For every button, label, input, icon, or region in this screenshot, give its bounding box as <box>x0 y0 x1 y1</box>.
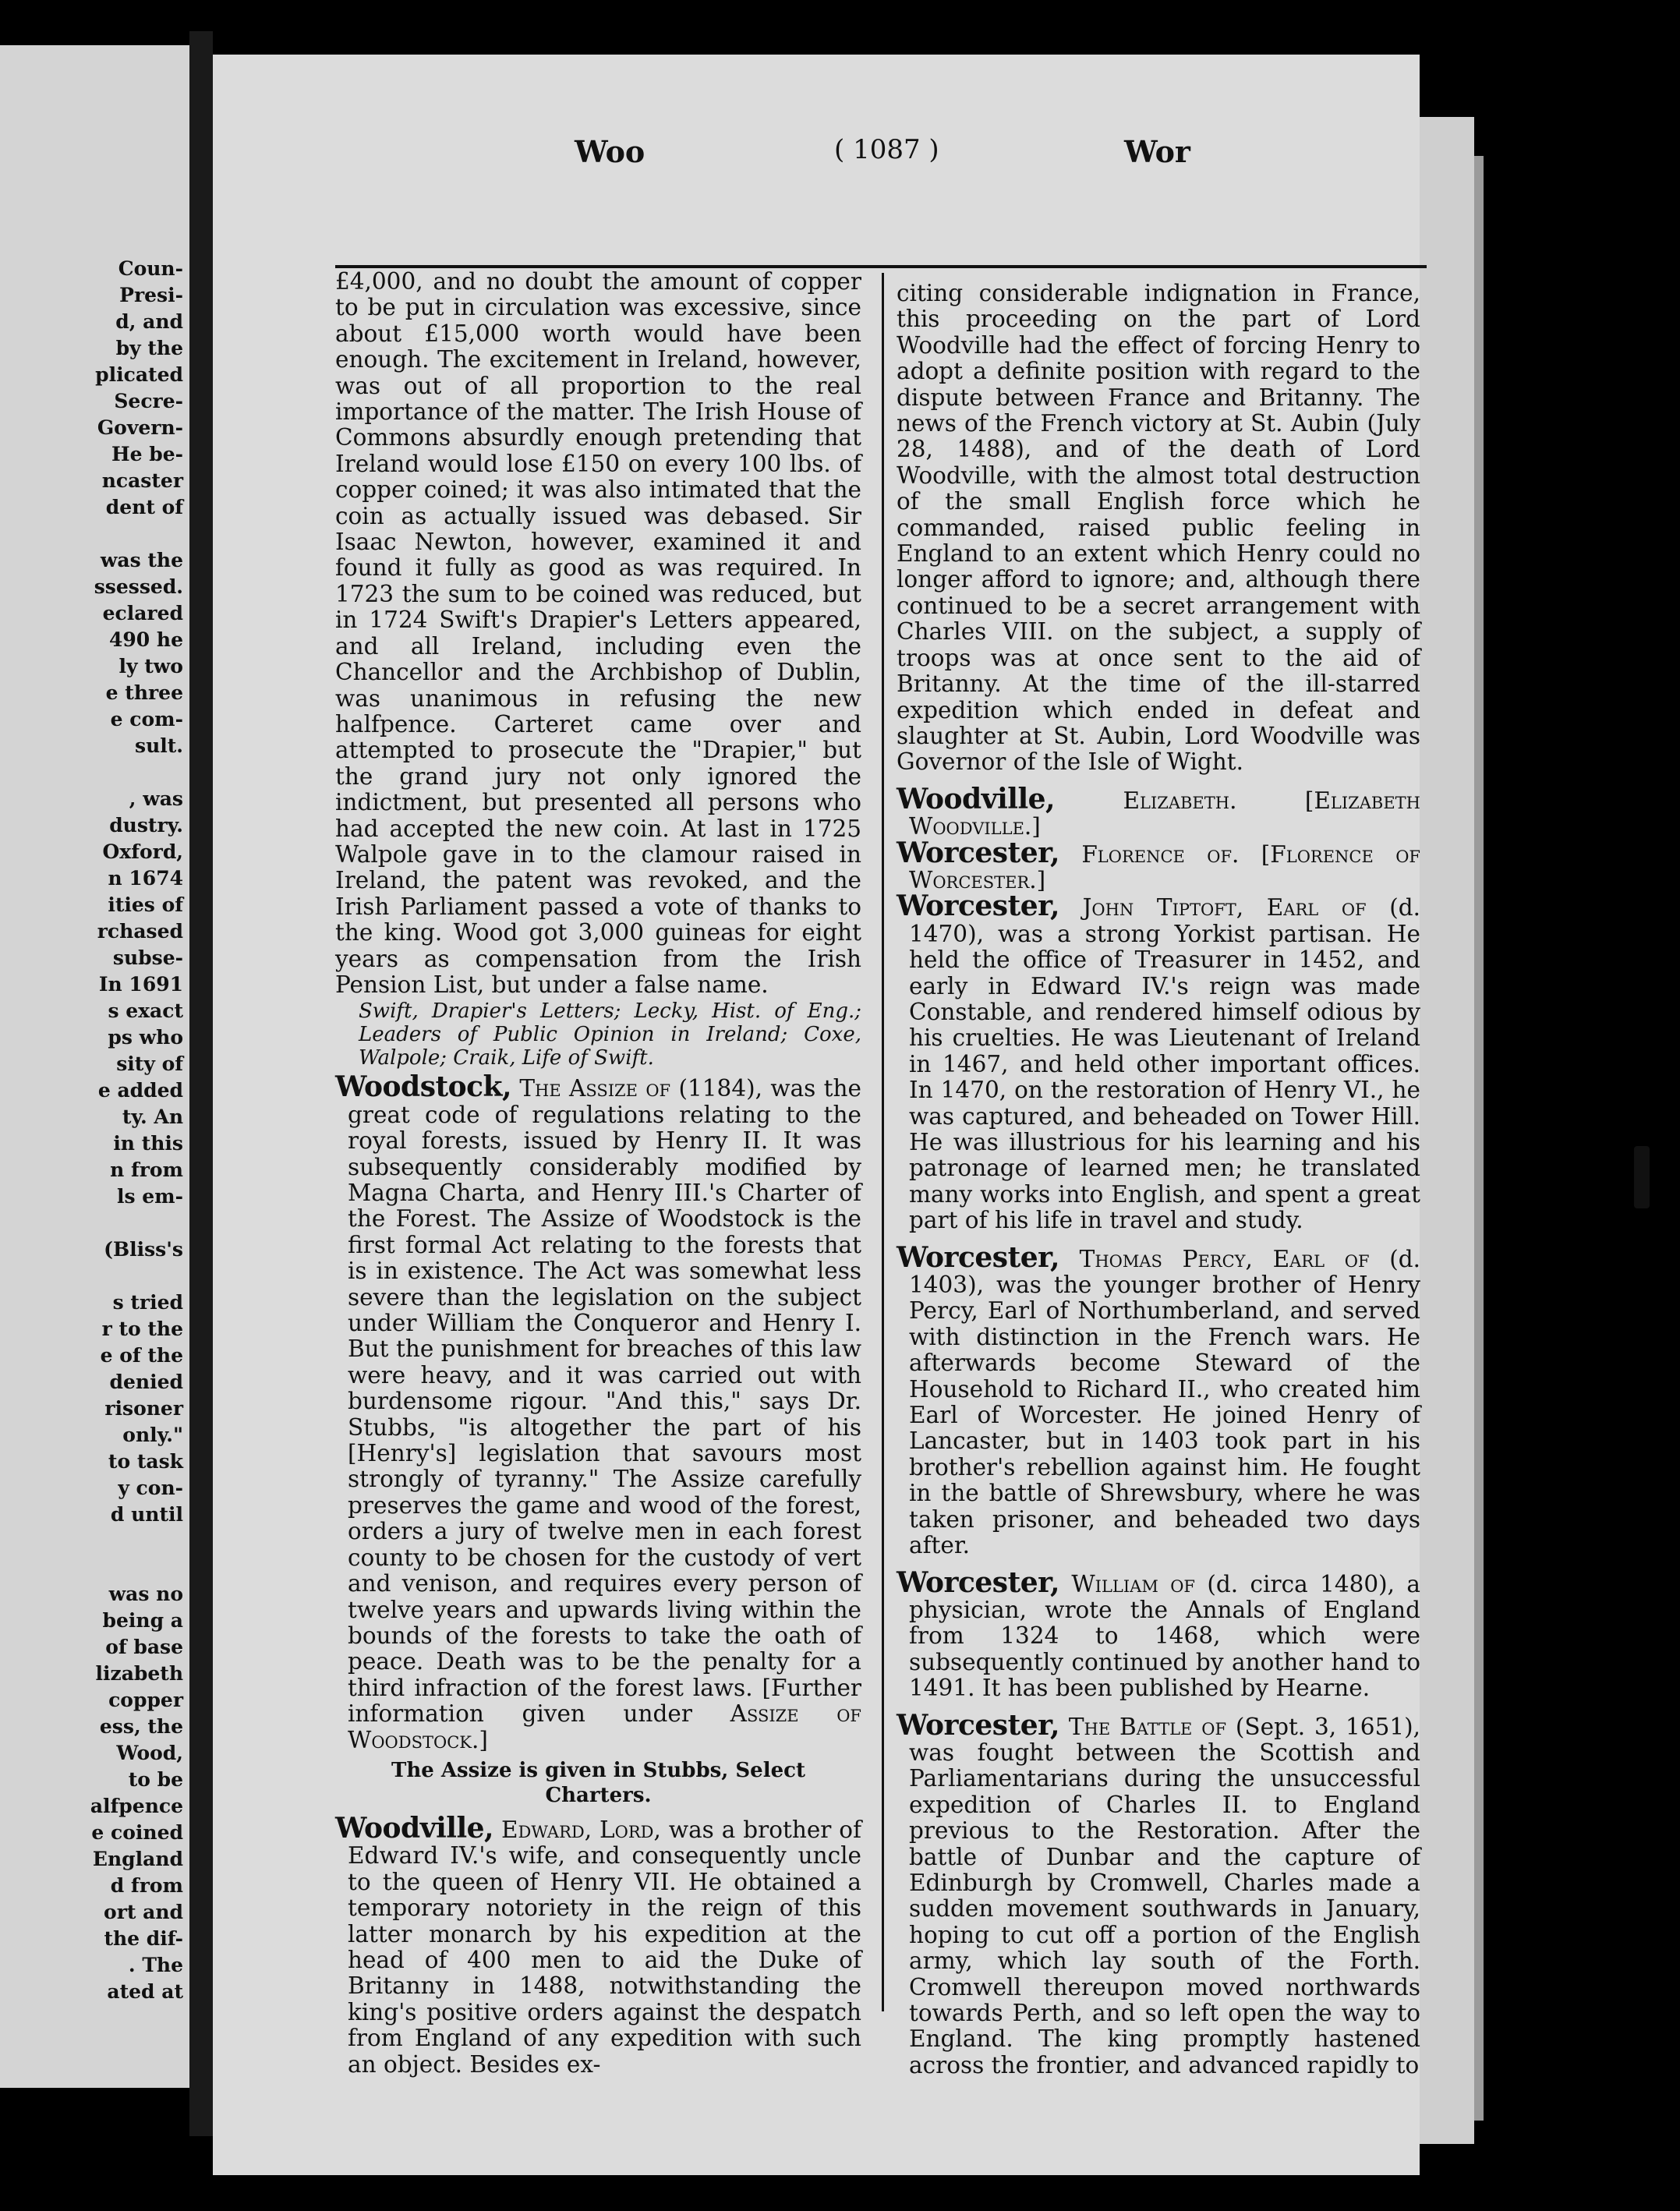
entry-text: (d. 1470), was a strong Yorkist partisan. He held the office of Treasurer in 1452, and early in Edward IV.'s reign was made Constable, and rendered himself odious by his cruelties. He was Lieutenant of Ireland in 1467, and held other important offices. In 1470, on the restoration of Henry VI., he was captured, and beheaded on Tower Hill. He was illustrious for his learning and his patronage of learned men; he translated many works into English, and spent a great part of his life in travel and study. <box>909 894 1420 1234</box>
left-page-line: ess, the <box>99 1715 183 1738</box>
subject: Thomas Percy, Earl of <box>1079 1245 1370 1272</box>
left-page-line: ort and <box>104 1901 183 1923</box>
left-page-line: d, and <box>115 310 183 333</box>
wood-entry-continued: £4,000, and no doubt the amount of copper to be put in circulation was excessive, since about £15,000 worth would have been enough. The excitement in Ireland, however, was out of all proportion to the real importance of the matter. The Irish House of Commons absurdly enough pretending that Ireland would lose £150 on every 100 lbs. of copper coined; it was also intimated that the coin as actually issued was debased. Sir Isaac Newton, however, examined it and found it fully as good as was required. In 1723 the sum to be coined was reduced, but in 1724 Swift's Drapier's Letters appeared, and all Ireland, including even the Chancellor and the Archbishop of Dublin, was unanimous in refusing the new halfpence. Carteret came over and attempted to prosecute the "Drapier," but the grand jury not only ignored the indictment, but presented all persons who had accepted the new coin. At last in 1725 Walpole gave in to the clamour raised in Ireland, the patent was revoked, and the Irish Parliament passed a vote of thanks to the king. Wood got 3,000 guineas for eight years as compensation from the Irish Pension List, but under a false name. <box>335 268 861 998</box>
left-page-line: eclared <box>102 602 183 624</box>
entry-worcester-percy <box>897 1240 1420 1559</box>
left-page-line: only." <box>122 1424 183 1446</box>
left-page-line: the dif- <box>104 1927 183 1950</box>
wood-references: Swift, Drapier's Letters; Lecky, Hist. of Eng.; Leaders of Public Opinion in Ireland; Coxe, Walpole; Craik, Life of Swift. <box>359 999 861 1070</box>
left-page-line: Oxford, <box>102 840 183 863</box>
left-page-line: y con- <box>118 1477 183 1499</box>
headword: Woodville, <box>335 1811 494 1845</box>
left-page-line: risoner <box>104 1397 183 1420</box>
subject: The Battle of <box>1068 1713 1227 1740</box>
headword: Woodstock, <box>335 1070 511 1104</box>
left-page-line: to be <box>128 1768 183 1791</box>
left-page-line: to task <box>108 1450 183 1473</box>
left-page-line: e coined <box>91 1821 183 1844</box>
headword: Worcester, <box>897 1708 1059 1742</box>
left-page-line: s exact <box>108 999 183 1022</box>
subject: William of <box>1071 1570 1195 1597</box>
left-page-line: ls em- <box>116 1185 183 1208</box>
running-head-right: Wor <box>1124 134 1190 169</box>
left-page-line: (Bliss's <box>104 1238 183 1261</box>
left-page-line: denied <box>109 1371 183 1393</box>
entry-woodville-edward <box>335 1811 861 2078</box>
headword: Worcester, <box>897 890 1059 923</box>
entry-text: was a brother of Edward IV.'s wife, and consequently uncle to the queen of Henry VII. He obtained a temporary notoriety in the reign of this latter monarch by his expedition at the head of 400 men to aid the Duke of Britanny in 1488, notwithstanding the king's positive orders against the despatch from England of any expedition with such an object. Besides ex- <box>348 1816 861 2078</box>
adjacent-left-page <box>0 45 189 2088</box>
left-page-line: ssessed. <box>94 575 183 598</box>
left-page-line: ities of <box>108 893 183 916</box>
left-page-line: Secre- <box>114 390 183 412</box>
left-page-line: n 1674 <box>108 867 183 890</box>
left-page-line: s tried <box>112 1291 183 1314</box>
left-page-line: n from <box>110 1159 183 1181</box>
left-page-line: Wood, <box>116 1742 183 1764</box>
page-number: ( 1087 ) <box>834 134 939 165</box>
left-page-line: dustry. <box>109 814 183 837</box>
left-page-line: was the <box>100 549 183 571</box>
cross-reference: Assize of Woodstock.] <box>348 1700 861 1753</box>
entry-worcester-florence <box>897 836 1420 894</box>
left-page-line: England <box>92 1848 183 1870</box>
entry-worcester-tiptoft <box>897 890 1420 1234</box>
left-page-line: being a <box>102 1609 183 1632</box>
left-page-line: ncaster <box>101 469 183 492</box>
left-page-line: e of the <box>100 1344 183 1367</box>
left-page-line: subse- <box>112 946 183 969</box>
left-page-line: Presi- <box>119 284 183 306</box>
left-page-line: Coun- <box>118 257 183 280</box>
left-page-line: ly two <box>118 655 183 677</box>
cross-reference: [Florence of Worcester.] <box>909 840 1420 893</box>
subject: The Assize of <box>519 1075 671 1102</box>
entry-text: (1184), was the great code of regulations relating to the royal forests, issued by Henry II. It was subsequently considerably modified by Magna Charta, and Henry III.'s Charter of the Forest. The Assize of Woodstock is the first formal Act relating to the forests that is in existence. The Act was somewhat less severe than the legislation on the subject under William the Conqueror and Henry I. But the punishment for breaches of this law were heavy, and it was carried out with burdensome rigour. "And this," says Dr. Stubbs, "is altogether the part of his [Henry's] legislation that savours most strongly of tyranny." The Assize carefully preserves the game and wood of the forest, orders a jury of twelve men in each forest county to be chosen for the custody of vert and venison, and requires every person of twelve years and upwards living within the bounds of the forests to take the oath of peace. Death was to be the penalty for a third infraction of the forest laws. [Further information given under <box>348 1075 861 1728</box>
left-page-line: of base <box>105 1636 183 1658</box>
left-page-line: lizabeth <box>95 1662 183 1685</box>
headword: Worcester, <box>897 1565 1059 1599</box>
entry-text: (d. circa 1480), a physician, wrote the Annals of England from 1324 to 1468, which were subsequently continued by another hand to 1491. It has been published by Hearne. <box>909 1570 1420 1702</box>
left-page-line: He be- <box>111 443 183 465</box>
left-page-line: sity of <box>116 1052 183 1075</box>
left-page-line: alfpence <box>90 1795 183 1817</box>
left-page-line: e added <box>97 1079 183 1102</box>
entry-worcester-william <box>897 1565 1420 1702</box>
left-page-line: d until <box>110 1503 183 1526</box>
headword: Woodville, <box>897 782 1056 815</box>
woodstock-note: The Assize is given in Stubbs, Select Charters. <box>391 1758 805 1807</box>
left-page-line: in this <box>113 1132 183 1155</box>
entry-worcester-battle <box>897 1708 1420 2079</box>
left-page-line: Govern- <box>97 416 183 439</box>
left-page-line: rchased <box>97 920 183 943</box>
left-page-line: dent of <box>105 496 183 518</box>
left-page-line: , was <box>129 787 183 810</box>
page-edge <box>1474 156 1484 2121</box>
left-page-line: e three <box>105 681 183 704</box>
left-page-line: 490 he <box>109 628 183 651</box>
left-page-line: e com- <box>110 708 183 731</box>
column-left <box>335 269 861 2078</box>
subject: Elizabeth. <box>1123 787 1237 814</box>
running-head-left: Woo <box>575 134 645 169</box>
ink-blot <box>1634 1146 1650 1208</box>
entry-woodstock <box>335 1070 861 1753</box>
headword: Worcester, <box>897 836 1059 869</box>
subject: Florence of. <box>1081 840 1240 868</box>
headword: Worcester, <box>897 1240 1059 1274</box>
left-page-line: . The <box>128 1954 183 1976</box>
page-shadow <box>1420 117 1474 2144</box>
entry-text: (d. 1403), was the younger brother of Henry Percy, Earl of Northumberland, and served with distinction in the French wars. He afterwards become Steward of the Household to Richard II., who created him Earl of Worcester. He joined Henry of Lancaster, but in 1403 took part in his brother's rebellion against him. He fought in the battle of Shrewsbury, where he was taken prisoner, and beheaded two days after. <box>909 1245 1420 1559</box>
left-page-line: by the <box>115 337 183 359</box>
left-page-line: In 1691 <box>98 973 183 996</box>
left-page-line: ty. An <box>122 1106 183 1128</box>
left-page-line: ps who <box>108 1026 183 1049</box>
column-divider <box>882 273 884 2011</box>
entry-text: (Sept. 3, 1651), was fought between the Scottish and Parliamentarians during the unsuccessful expedition of Charles II. to England previous to the Restoration. After the battle of Dunbar and the capture of Edinburgh by Cromwell, Charles made a sudden movement southwards in January, hoping to cut off a portion of the English army, which lay south of the Forth. Cromwell thereupon moved northwards towards Perth, and so left open the way to England. The king promptly hastened across the frontier, and advanced rapidly to <box>909 1713 1420 2078</box>
left-page-line: r to the <box>101 1318 183 1340</box>
left-page-line: plicated <box>95 363 183 386</box>
entry-woodville-elizabeth <box>897 782 1420 840</box>
woodville-continued: citing considerable indignation in France, this proceeding on the part of Lord Woodville had the effect of forcing Henry to adopt a definite position with regard to the dispute between France and Britanny. The news of the French victory at St. Aubin (July 28, 1488), and of the death of Lord Woodville, with the almost total destruction of the small English force which he commanded, raised public feeling in England to an extent which Henry could no longer afford to ignore; and, although there continued to be a secret arrangement with Charles VIII. on the subject, a supply of troops was at once sent to the aid of Britanny. At the time of the ill-starred expedition which ended in defeat and slaughter at St. Aubin, Lord Woodville was Governor of the Isle of Wight. <box>897 280 1420 776</box>
subject: John Tiptoft, Earl of <box>1082 894 1367 922</box>
left-page-line: ated at <box>107 1980 183 2003</box>
subject: Edward, Lord, <box>501 1816 661 1843</box>
column-right <box>897 281 1420 2078</box>
left-page-line: was no <box>108 1583 183 1605</box>
left-page-line: sult. <box>135 734 183 757</box>
book-gutter <box>189 31 213 2136</box>
left-page-line: d from <box>110 1874 183 1897</box>
cross-reference: [Elizabeth Woodville.] <box>909 787 1420 840</box>
left-page-line: copper <box>108 1689 183 1711</box>
